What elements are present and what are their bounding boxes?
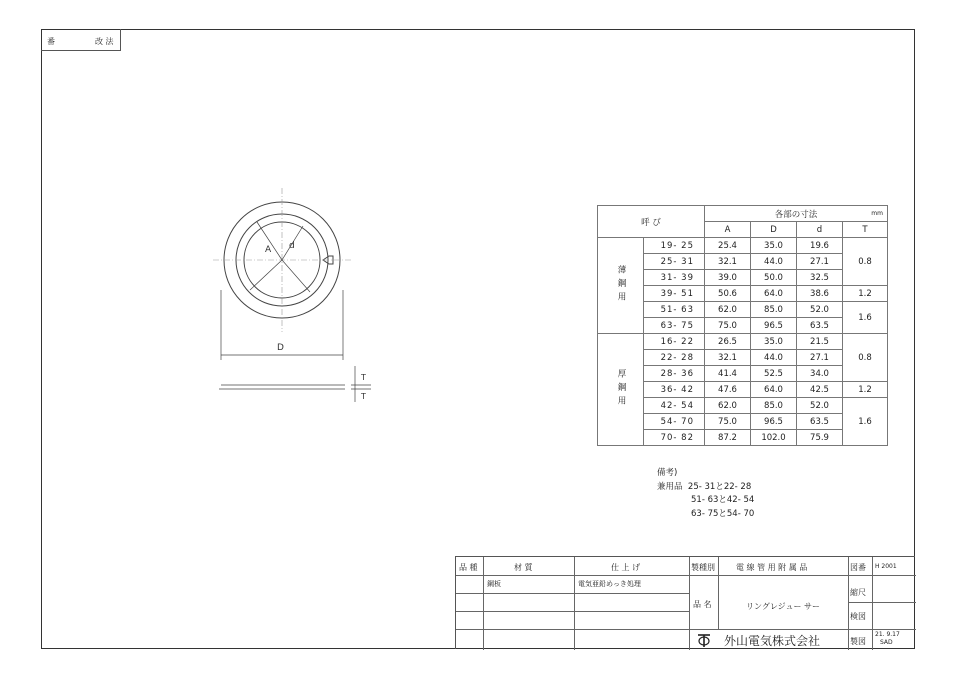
group-thin: 薄鋼用	[598, 238, 644, 334]
label-T-upper: T	[361, 373, 366, 382]
finish-value: 電気亜鉛めっき処理	[578, 580, 641, 588]
label-A: A	[265, 245, 272, 255]
row-name: 51- 63	[644, 302, 705, 318]
row-A: 41.4	[705, 366, 751, 382]
row-A: 87.2	[705, 430, 751, 446]
name-label: 品 名	[693, 600, 712, 609]
material-value: 鋼板	[487, 580, 501, 588]
header-part: 品 種	[459, 563, 478, 572]
row-name: 54- 70	[644, 414, 705, 430]
row-D: 64.0	[751, 286, 797, 302]
header-drawing-no: 図番	[850, 563, 866, 572]
row-D: 44.0	[751, 350, 797, 366]
row-name: 36- 42	[644, 382, 705, 398]
row-d: 19.6	[797, 238, 843, 254]
col-T: T	[843, 222, 888, 238]
drawn-label: 製図	[850, 637, 866, 646]
row-name: 19- 25	[644, 238, 705, 254]
revision-col2: 改 法	[95, 37, 114, 46]
row-name: 39- 51	[644, 286, 705, 302]
row-name: 22- 28	[644, 350, 705, 366]
row-T: 1.6	[843, 302, 888, 334]
dimensions-table	[597, 205, 888, 446]
group-thick: 厚鋼用	[598, 334, 644, 446]
row-name: 42- 54	[644, 398, 705, 414]
drawn-by: SAD	[880, 639, 893, 646]
unit-label: mm	[871, 210, 883, 217]
col-A: A	[705, 222, 751, 238]
approved-label: 検図	[850, 612, 866, 621]
row-name: 16- 22	[644, 334, 705, 350]
row-D: 96.5	[751, 318, 797, 334]
header-material: 材 質	[514, 563, 533, 572]
row-D: 35.0	[751, 238, 797, 254]
row-A: 75.0	[705, 318, 751, 334]
row-d: 21.5	[797, 334, 843, 350]
notes-line2: 51- 63と42- 54	[691, 495, 755, 505]
row-A: 62.0	[705, 302, 751, 318]
row-T: 0.8	[843, 334, 888, 382]
col-D: D	[751, 222, 797, 238]
label-d: d	[289, 241, 295, 251]
row-D: 64.0	[751, 382, 797, 398]
row-D: 102.0	[751, 430, 797, 446]
row-A: 25.4	[705, 238, 751, 254]
row-d: 63.5	[797, 414, 843, 430]
revision-box	[41, 29, 121, 51]
notes-prefix: 兼用品	[657, 481, 683, 492]
label-T-lower: T	[361, 392, 366, 401]
label-D: D	[277, 343, 284, 353]
row-name: 25- 31	[644, 254, 705, 270]
row-T: 1.2	[843, 286, 888, 302]
row-d: 32.5	[797, 270, 843, 286]
notes-title: 備考)	[657, 468, 678, 478]
row-A: 32.1	[705, 350, 751, 366]
header-category: 製種別	[691, 563, 715, 572]
row-D: 85.0	[751, 302, 797, 318]
header-category-value: 電 線 管 用 附 属 品	[736, 563, 808, 572]
row-A: 39.0	[705, 270, 751, 286]
row-D: 44.0	[751, 254, 797, 270]
row-A: 50.6	[705, 286, 751, 302]
notes	[657, 467, 754, 521]
row-d: 75.9	[797, 430, 843, 446]
title-block	[455, 556, 915, 649]
row-D: 35.0	[751, 334, 797, 350]
row-name: 70- 82	[644, 430, 705, 446]
row-d: 34.0	[797, 366, 843, 382]
row-A: 32.1	[705, 254, 751, 270]
row-d: 27.1	[797, 254, 843, 270]
row-d: 52.0	[797, 398, 843, 414]
row-name: 28- 36	[644, 366, 705, 382]
row-T: 1.2	[843, 382, 888, 398]
revision-col1: 番	[47, 37, 55, 46]
date: 21. 9.17	[875, 631, 900, 638]
row-name: 63- 75	[644, 318, 705, 334]
row-D: 50.0	[751, 270, 797, 286]
row-T: 1.6	[843, 398, 888, 446]
product-name: リングレジュー サー	[746, 602, 821, 611]
notes-line1: 25- 31と22- 28	[687, 481, 752, 492]
row-d: 63.5	[797, 318, 843, 334]
row-d: 52.0	[797, 302, 843, 318]
row-A: 75.0	[705, 414, 751, 430]
row-A: 62.0	[705, 398, 751, 414]
company-logo	[696, 632, 712, 648]
col-d: d	[797, 222, 843, 238]
row-A: 47.6	[705, 382, 751, 398]
row-T: 0.8	[843, 238, 888, 286]
scale-label: 縮尺	[850, 588, 866, 597]
row-D: 85.0	[751, 398, 797, 414]
header-dims: 各部の寸法	[774, 209, 818, 220]
row-d: 27.1	[797, 350, 843, 366]
row-D: 96.5	[751, 414, 797, 430]
drawing-number: H 2001	[875, 563, 897, 570]
row-d: 38.6	[797, 286, 843, 302]
notes-line3: 63- 75と54- 70	[691, 508, 755, 519]
header-finish: 仕 上 げ	[611, 563, 641, 572]
washer-drawing	[205, 180, 390, 405]
row-D: 52.5	[751, 366, 797, 382]
row-d: 42.5	[797, 382, 843, 398]
row-A: 26.5	[705, 334, 751, 350]
header-name: 呼 び	[598, 206, 705, 238]
company-name: 外山電気株式会社	[724, 634, 821, 648]
row-name: 31- 39	[644, 270, 705, 286]
